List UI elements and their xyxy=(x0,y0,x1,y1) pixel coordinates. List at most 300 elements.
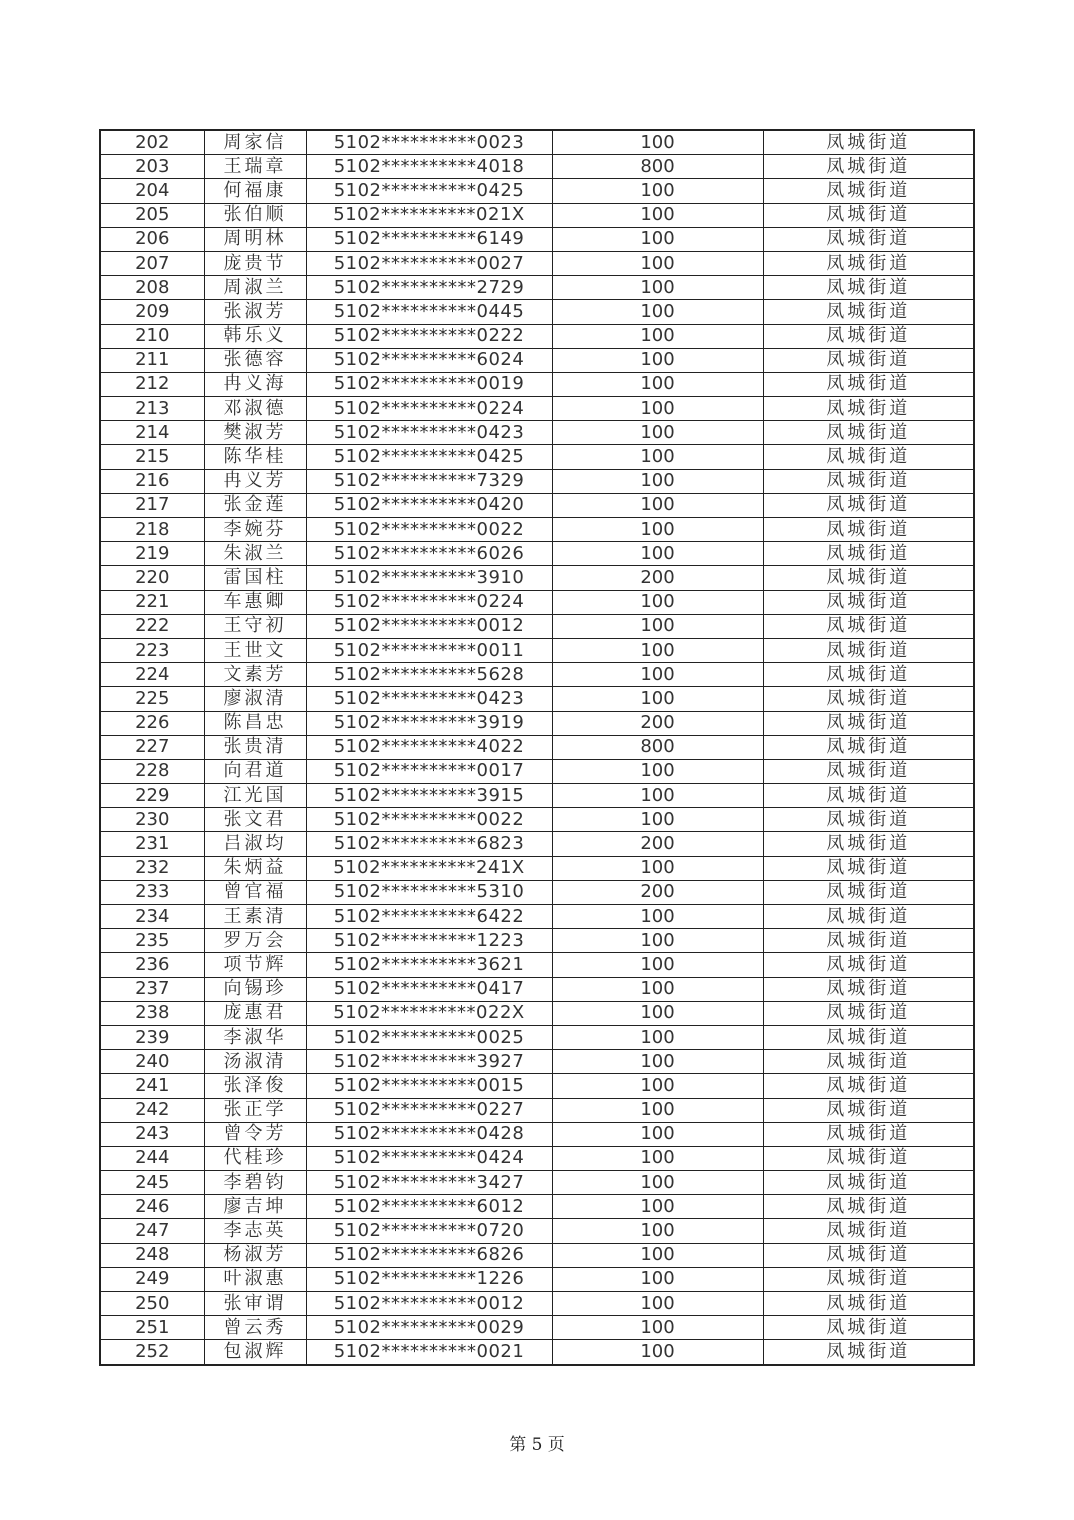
street-name-cell: 凤城街道 xyxy=(763,203,974,227)
id-number-cell: 5102**********3927 xyxy=(306,1050,552,1074)
row-number-cell: 228 xyxy=(100,759,204,783)
table-row xyxy=(100,663,974,687)
id-number-cell: 5102**********4018 xyxy=(306,155,552,179)
table-row xyxy=(100,542,974,566)
amount-cell: 100 xyxy=(552,638,763,662)
person-name-cell: 张审谓 xyxy=(204,1292,306,1316)
amount-cell: 100 xyxy=(552,953,763,977)
street-name-cell: 凤城街道 xyxy=(763,372,974,396)
id-number-cell: 5102**********5628 xyxy=(306,663,552,687)
person-name-cell: 王世文 xyxy=(204,638,306,662)
table-row xyxy=(100,1219,974,1243)
amount-cell: 100 xyxy=(552,1025,763,1049)
row-number-cell: 242 xyxy=(100,1098,204,1122)
row-number-cell: 218 xyxy=(100,518,204,542)
table-row xyxy=(100,155,974,179)
id-number-cell: 5102**********0224 xyxy=(306,397,552,421)
amount-cell: 100 xyxy=(552,1292,763,1316)
street-name-cell: 凤城街道 xyxy=(763,179,974,203)
table-row xyxy=(100,348,974,372)
id-number-cell: 5102**********0424 xyxy=(306,1146,552,1170)
id-number-cell: 5102**********1223 xyxy=(306,929,552,953)
table-row xyxy=(100,977,974,1001)
id-number-cell: 5102**********3919 xyxy=(306,711,552,735)
street-name-cell: 凤城街道 xyxy=(763,735,974,759)
row-number-cell: 204 xyxy=(100,179,204,203)
person-name-cell: 张泽俊 xyxy=(204,1074,306,1098)
amount-cell: 100 xyxy=(552,1267,763,1291)
person-name-cell: 庞贵节 xyxy=(204,251,306,275)
table-row xyxy=(100,179,974,203)
id-number-cell: 5102**********0011 xyxy=(306,638,552,662)
street-name-cell: 凤城街道 xyxy=(763,687,974,711)
person-name-cell: 张贵清 xyxy=(204,735,306,759)
person-name-cell: 曾云秀 xyxy=(204,1316,306,1340)
id-number-cell: 5102**********4022 xyxy=(306,735,552,759)
table-row xyxy=(100,300,974,324)
street-name-cell: 凤城街道 xyxy=(763,1025,974,1049)
row-number-cell: 202 xyxy=(100,130,204,155)
street-name-cell: 凤城街道 xyxy=(763,397,974,421)
person-name-cell: 车惠卿 xyxy=(204,590,306,614)
row-number-cell: 210 xyxy=(100,324,204,348)
id-number-cell: 5102**********0222 xyxy=(306,324,552,348)
amount-cell: 100 xyxy=(552,445,763,469)
amount-cell: 100 xyxy=(552,421,763,445)
id-number-cell: 5102**********6026 xyxy=(306,542,552,566)
table-row xyxy=(100,445,974,469)
table-row xyxy=(100,397,974,421)
street-name-cell: 凤城街道 xyxy=(763,469,974,493)
person-name-cell: 朱淑兰 xyxy=(204,542,306,566)
id-number-cell: 5102**********0017 xyxy=(306,759,552,783)
row-number-cell: 205 xyxy=(100,203,204,227)
street-name-cell: 凤城街道 xyxy=(763,1098,974,1122)
person-name-cell: 廖淑清 xyxy=(204,687,306,711)
row-number-cell: 243 xyxy=(100,1122,204,1146)
street-name-cell: 凤城街道 xyxy=(763,590,974,614)
table-row xyxy=(100,880,974,904)
id-number-cell: 5102**********6826 xyxy=(306,1243,552,1267)
amount-cell: 100 xyxy=(552,1243,763,1267)
row-number-cell: 238 xyxy=(100,1001,204,1025)
street-name-cell: 凤城街道 xyxy=(763,1146,974,1170)
table-row xyxy=(100,808,974,832)
street-name-cell: 凤城街道 xyxy=(763,1001,974,1025)
amount-cell: 800 xyxy=(552,155,763,179)
row-number-cell: 213 xyxy=(100,397,204,421)
amount-cell: 100 xyxy=(552,227,763,251)
amount-cell: 100 xyxy=(552,614,763,638)
row-number-cell: 208 xyxy=(100,276,204,300)
table-row xyxy=(100,614,974,638)
street-name-cell: 凤城街道 xyxy=(763,1195,974,1219)
street-name-cell: 凤城街道 xyxy=(763,638,974,662)
table-row xyxy=(100,1050,974,1074)
row-number-cell: 249 xyxy=(100,1267,204,1291)
table-row xyxy=(100,1074,974,1098)
id-number-cell: 5102**********7329 xyxy=(306,469,552,493)
person-name-cell: 王守初 xyxy=(204,614,306,638)
amount-cell: 100 xyxy=(552,1001,763,1025)
id-number-cell: 5102**********6024 xyxy=(306,348,552,372)
row-number-cell: 252 xyxy=(100,1340,204,1365)
table-row xyxy=(100,227,974,251)
amount-cell: 100 xyxy=(552,663,763,687)
row-number-cell: 236 xyxy=(100,953,204,977)
id-number-cell: 5102**********0022 xyxy=(306,518,552,542)
id-number-cell: 5102**********0027 xyxy=(306,251,552,275)
amount-cell: 100 xyxy=(552,203,763,227)
id-number-cell: 5102**********0720 xyxy=(306,1219,552,1243)
street-name-cell: 凤城街道 xyxy=(763,929,974,953)
amount-cell: 100 xyxy=(552,929,763,953)
street-name-cell: 凤城街道 xyxy=(763,784,974,808)
street-name-cell: 凤城街道 xyxy=(763,1267,974,1291)
row-number-cell: 215 xyxy=(100,445,204,469)
table-row xyxy=(100,953,974,977)
street-name-cell: 凤城街道 xyxy=(763,1292,974,1316)
street-name-cell: 凤城街道 xyxy=(763,832,974,856)
id-number-cell: 5102**********021X xyxy=(306,203,552,227)
street-name-cell: 凤城街道 xyxy=(763,130,974,155)
table-row xyxy=(100,1267,974,1291)
street-name-cell: 凤城街道 xyxy=(763,518,974,542)
row-number-cell: 245 xyxy=(100,1171,204,1195)
id-number-cell: 5102**********0023 xyxy=(306,130,552,155)
person-name-cell: 冉义芳 xyxy=(204,469,306,493)
person-name-cell: 王素清 xyxy=(204,905,306,929)
table-row xyxy=(100,1025,974,1049)
person-name-cell: 吕淑均 xyxy=(204,832,306,856)
table-row xyxy=(100,276,974,300)
amount-cell: 100 xyxy=(552,130,763,155)
table-row xyxy=(100,421,974,445)
id-number-cell: 5102**********0428 xyxy=(306,1122,552,1146)
amount-cell: 100 xyxy=(552,1050,763,1074)
amount-cell: 100 xyxy=(552,784,763,808)
street-name-cell: 凤城街道 xyxy=(763,759,974,783)
person-name-cell: 雷国柱 xyxy=(204,566,306,590)
street-name-cell: 凤城街道 xyxy=(763,663,974,687)
street-name-cell: 凤城街道 xyxy=(763,880,974,904)
row-number-cell: 212 xyxy=(100,372,204,396)
street-name-cell: 凤城街道 xyxy=(763,711,974,735)
row-number-cell: 221 xyxy=(100,590,204,614)
amount-cell: 200 xyxy=(552,566,763,590)
table-row xyxy=(100,1122,974,1146)
row-number-cell: 232 xyxy=(100,856,204,880)
id-number-cell: 5102**********5310 xyxy=(306,880,552,904)
row-number-cell: 206 xyxy=(100,227,204,251)
street-name-cell: 凤城街道 xyxy=(763,251,974,275)
street-name-cell: 凤城街道 xyxy=(763,953,974,977)
table-row xyxy=(100,856,974,880)
street-name-cell: 凤城街道 xyxy=(763,1122,974,1146)
id-number-cell: 5102**********0224 xyxy=(306,590,552,614)
street-name-cell: 凤城街道 xyxy=(763,1050,974,1074)
row-number-cell: 241 xyxy=(100,1074,204,1098)
table-row xyxy=(100,1243,974,1267)
street-name-cell: 凤城街道 xyxy=(763,493,974,517)
amount-cell: 100 xyxy=(552,469,763,493)
id-number-cell: 5102**********022X xyxy=(306,1001,552,1025)
amount-cell: 100 xyxy=(552,1195,763,1219)
amount-cell: 100 xyxy=(552,590,763,614)
row-number-cell: 229 xyxy=(100,784,204,808)
street-name-cell: 凤城街道 xyxy=(763,566,974,590)
row-number-cell: 246 xyxy=(100,1195,204,1219)
row-number-cell: 216 xyxy=(100,469,204,493)
person-name-cell: 冉义海 xyxy=(204,372,306,396)
row-number-cell: 250 xyxy=(100,1292,204,1316)
street-name-cell: 凤城街道 xyxy=(763,1171,974,1195)
amount-cell: 100 xyxy=(552,1219,763,1243)
street-name-cell: 凤城街道 xyxy=(763,614,974,638)
person-name-cell: 何福康 xyxy=(204,179,306,203)
id-number-cell: 5102**********6823 xyxy=(306,832,552,856)
table-row xyxy=(100,905,974,929)
row-number-cell: 203 xyxy=(100,155,204,179)
row-number-cell: 244 xyxy=(100,1146,204,1170)
id-number-cell: 5102**********0015 xyxy=(306,1074,552,1098)
id-number-cell: 5102**********0425 xyxy=(306,179,552,203)
table-row xyxy=(100,493,974,517)
amount-cell: 200 xyxy=(552,832,763,856)
table-row xyxy=(100,638,974,662)
id-number-cell: 5102**********3427 xyxy=(306,1171,552,1195)
table-row xyxy=(100,566,974,590)
street-name-cell: 凤城街道 xyxy=(763,227,974,251)
person-name-cell: 曾令芳 xyxy=(204,1122,306,1146)
person-name-cell: 邓淑德 xyxy=(204,397,306,421)
table-row xyxy=(100,784,974,808)
id-number-cell: 5102**********0227 xyxy=(306,1098,552,1122)
street-name-cell: 凤城街道 xyxy=(763,808,974,832)
id-number-cell: 5102**********0025 xyxy=(306,1025,552,1049)
person-name-cell: 张正学 xyxy=(204,1098,306,1122)
person-name-cell: 包淑辉 xyxy=(204,1340,306,1365)
table-row xyxy=(100,1098,974,1122)
table-row xyxy=(100,203,974,227)
person-name-cell: 张文君 xyxy=(204,808,306,832)
person-name-cell: 陈昌忠 xyxy=(204,711,306,735)
id-number-cell: 5102**********0019 xyxy=(306,372,552,396)
street-name-cell: 凤城街道 xyxy=(763,905,974,929)
row-number-cell: 230 xyxy=(100,808,204,832)
street-name-cell: 凤城街道 xyxy=(763,856,974,880)
person-name-cell: 叶淑惠 xyxy=(204,1267,306,1291)
amount-cell: 100 xyxy=(552,1171,763,1195)
amount-cell: 100 xyxy=(552,300,763,324)
id-number-cell: 5102**********0445 xyxy=(306,300,552,324)
row-number-cell: 219 xyxy=(100,542,204,566)
amount-cell: 100 xyxy=(552,687,763,711)
person-name-cell: 罗万会 xyxy=(204,929,306,953)
table-row xyxy=(100,251,974,275)
row-number-cell: 211 xyxy=(100,348,204,372)
table-row xyxy=(100,1292,974,1316)
person-name-cell: 周家信 xyxy=(204,130,306,155)
roster-table xyxy=(99,129,975,1366)
amount-cell: 100 xyxy=(552,1074,763,1098)
table-row xyxy=(100,469,974,493)
table-row xyxy=(100,1195,974,1219)
street-name-cell: 凤城街道 xyxy=(763,421,974,445)
id-number-cell: 5102**********3910 xyxy=(306,566,552,590)
street-name-cell: 凤城街道 xyxy=(763,1316,974,1340)
person-name-cell: 李志英 xyxy=(204,1219,306,1243)
id-number-cell: 5102**********3621 xyxy=(306,953,552,977)
id-number-cell: 5102**********0029 xyxy=(306,1316,552,1340)
amount-cell: 100 xyxy=(552,1340,763,1365)
row-number-cell: 251 xyxy=(100,1316,204,1340)
amount-cell: 100 xyxy=(552,251,763,275)
person-name-cell: 向锡珍 xyxy=(204,977,306,1001)
table-row xyxy=(100,929,974,953)
row-number-cell: 223 xyxy=(100,638,204,662)
row-number-cell: 217 xyxy=(100,493,204,517)
row-number-cell: 224 xyxy=(100,663,204,687)
page-number: 第 5 页 xyxy=(509,1435,565,1455)
id-number-cell: 5102**********0420 xyxy=(306,493,552,517)
roster-table-body xyxy=(100,130,974,1365)
row-number-cell: 233 xyxy=(100,880,204,904)
person-name-cell: 代桂珍 xyxy=(204,1146,306,1170)
id-number-cell: 5102**********241X xyxy=(306,856,552,880)
amount-cell: 100 xyxy=(552,493,763,517)
id-number-cell: 5102**********0417 xyxy=(306,977,552,1001)
person-name-cell: 李婉芬 xyxy=(204,518,306,542)
person-name-cell: 周明林 xyxy=(204,227,306,251)
amount-cell: 100 xyxy=(552,518,763,542)
row-number-cell: 234 xyxy=(100,905,204,929)
person-name-cell: 李碧钧 xyxy=(204,1171,306,1195)
amount-cell: 200 xyxy=(552,880,763,904)
row-number-cell: 222 xyxy=(100,614,204,638)
street-name-cell: 凤城街道 xyxy=(763,300,974,324)
amount-cell: 100 xyxy=(552,397,763,421)
row-number-cell: 220 xyxy=(100,566,204,590)
amount-cell: 100 xyxy=(552,1098,763,1122)
row-number-cell: 239 xyxy=(100,1025,204,1049)
amount-cell: 100 xyxy=(552,759,763,783)
id-number-cell: 5102**********0021 xyxy=(306,1340,552,1365)
person-name-cell: 陈华桂 xyxy=(204,445,306,469)
person-name-cell: 李淑华 xyxy=(204,1025,306,1049)
street-name-cell: 凤城街道 xyxy=(763,324,974,348)
row-number-cell: 227 xyxy=(100,735,204,759)
id-number-cell: 5102**********0423 xyxy=(306,687,552,711)
amount-cell: 100 xyxy=(552,905,763,929)
street-name-cell: 凤城街道 xyxy=(763,276,974,300)
id-number-cell: 5102**********3915 xyxy=(306,784,552,808)
amount-cell: 100 xyxy=(552,808,763,832)
amount-cell: 100 xyxy=(552,856,763,880)
table-row xyxy=(100,759,974,783)
person-name-cell: 曾官福 xyxy=(204,880,306,904)
table-row xyxy=(100,130,974,155)
row-number-cell: 247 xyxy=(100,1219,204,1243)
person-name-cell: 朱炳益 xyxy=(204,856,306,880)
table-row xyxy=(100,711,974,735)
table-row xyxy=(100,372,974,396)
table-row xyxy=(100,832,974,856)
table-row xyxy=(100,1146,974,1170)
person-name-cell: 向君道 xyxy=(204,759,306,783)
amount-cell: 100 xyxy=(552,372,763,396)
id-number-cell: 5102**********0012 xyxy=(306,614,552,638)
person-name-cell: 周淑兰 xyxy=(204,276,306,300)
person-name-cell: 杨淑芳 xyxy=(204,1243,306,1267)
amount-cell: 100 xyxy=(552,1122,763,1146)
street-name-cell: 凤城街道 xyxy=(763,348,974,372)
street-name-cell: 凤城街道 xyxy=(763,445,974,469)
person-name-cell: 樊淑芳 xyxy=(204,421,306,445)
row-number-cell: 226 xyxy=(100,711,204,735)
id-number-cell: 5102**********2729 xyxy=(306,276,552,300)
amount-cell: 100 xyxy=(552,1146,763,1170)
person-name-cell: 韩乐义 xyxy=(204,324,306,348)
id-number-cell: 5102**********1226 xyxy=(306,1267,552,1291)
id-number-cell: 5102**********0022 xyxy=(306,808,552,832)
street-name-cell: 凤城街道 xyxy=(763,1219,974,1243)
row-number-cell: 240 xyxy=(100,1050,204,1074)
street-name-cell: 凤城街道 xyxy=(763,1074,974,1098)
person-name-cell: 庞惠君 xyxy=(204,1001,306,1025)
amount-cell: 100 xyxy=(552,276,763,300)
street-name-cell: 凤城街道 xyxy=(763,1243,974,1267)
row-number-cell: 207 xyxy=(100,251,204,275)
table-row xyxy=(100,518,974,542)
row-number-cell: 209 xyxy=(100,300,204,324)
person-name-cell: 王瑞章 xyxy=(204,155,306,179)
id-number-cell: 5102**********0012 xyxy=(306,1292,552,1316)
amount-cell: 800 xyxy=(552,735,763,759)
table-row xyxy=(100,590,974,614)
table-row xyxy=(100,1316,974,1340)
id-number-cell: 5102**********6149 xyxy=(306,227,552,251)
table-row xyxy=(100,1171,974,1195)
amount-cell: 100 xyxy=(552,977,763,1001)
id-number-cell: 5102**********6422 xyxy=(306,905,552,929)
row-number-cell: 248 xyxy=(100,1243,204,1267)
street-name-cell: 凤城街道 xyxy=(763,977,974,1001)
row-number-cell: 237 xyxy=(100,977,204,1001)
row-number-cell: 231 xyxy=(100,832,204,856)
table-row xyxy=(100,324,974,348)
amount-cell: 200 xyxy=(552,711,763,735)
row-number-cell: 235 xyxy=(100,929,204,953)
table-row xyxy=(100,1001,974,1025)
id-number-cell: 5102**********6012 xyxy=(306,1195,552,1219)
street-name-cell: 凤城街道 xyxy=(763,155,974,179)
id-number-cell: 5102**********0423 xyxy=(306,421,552,445)
amount-cell: 100 xyxy=(552,542,763,566)
amount-cell: 100 xyxy=(552,348,763,372)
row-number-cell: 225 xyxy=(100,687,204,711)
amount-cell: 100 xyxy=(552,179,763,203)
amount-cell: 100 xyxy=(552,1316,763,1340)
table-row xyxy=(100,735,974,759)
person-name-cell: 张淑芳 xyxy=(204,300,306,324)
person-name-cell: 廖吉坤 xyxy=(204,1195,306,1219)
person-name-cell: 张德容 xyxy=(204,348,306,372)
street-name-cell: 凤城街道 xyxy=(763,542,974,566)
person-name-cell: 汤淑清 xyxy=(204,1050,306,1074)
amount-cell: 100 xyxy=(552,324,763,348)
person-name-cell: 项节辉 xyxy=(204,953,306,977)
